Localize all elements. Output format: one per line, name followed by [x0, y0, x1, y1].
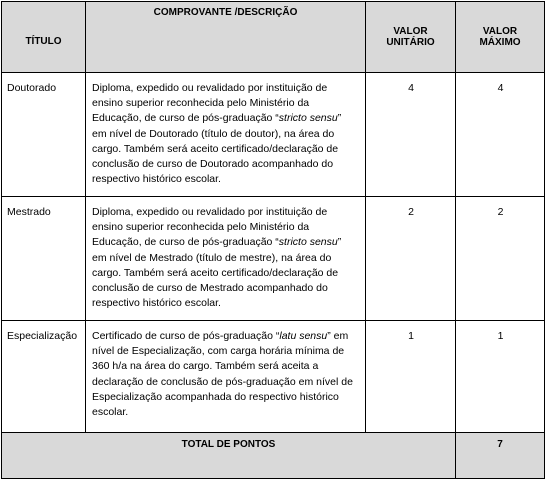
desc-text-emphasis: stricto sensu [278, 236, 338, 249]
desc-text-a: Certificado de curso de pós-graduação “ [92, 330, 280, 342]
row-valor-maximo: 2 [456, 197, 545, 321]
row-descricao [86, 73, 366, 197]
row-descricao [86, 197, 366, 321]
row-valor-unitario: 1 [366, 321, 456, 433]
desc-text-b: ” em nível de Mestrado (título de mestre), na área do cargo. Também será aceito certificado/declaração de conclusão de curso de Mestrado acompanhado do respectivo histórico escolar. [92, 236, 342, 310]
desc-text-a: Diploma, expedido ou revalidado por instituição de ensino superior reconhecida pelo Ministério da Educação, de curso de pós-graduação “ [92, 206, 328, 249]
row-titulo: Especialização [2, 321, 86, 433]
table-row [2, 73, 545, 197]
table-row [2, 321, 545, 433]
row-valor-unitario: 2 [366, 197, 456, 321]
row-valor-maximo: 1 [456, 321, 545, 433]
row-titulo: Doutorado [2, 73, 86, 197]
row-valor-unitario: 4 [366, 73, 456, 197]
total-value: 7 [456, 433, 545, 479]
row-valor-maximo: 4 [456, 73, 545, 197]
table-header-row [2, 2, 545, 73]
header-titulo: TÍTULO [2, 2, 86, 73]
desc-text-b: ” em nível de Doutorado (título de doutor), na área do cargo. Também será aceito certificado/declaração de conclusão de curso de Doutorado acompanhado do respectivo histórico escolar. [92, 112, 342, 186]
header-valor-maximo-line1: VALOR [482, 26, 518, 37]
header-valor-maximo-line2: MÁXIMO [479, 37, 521, 48]
header-valor-unitario-line2: UNITÁRIO [386, 37, 435, 48]
total-row [2, 433, 545, 479]
header-descricao: COMPROVANTE /DESCRIÇÃO [86, 2, 366, 73]
desc-text-a: Diploma, expedido ou revalidado por instituição de ensino superior reconhecida pelo Ministério da Educação, de curso de pós-graduação “ [92, 82, 328, 125]
desc-text-b: ” em nível de Especialização, com carga horária mínima de 360 h/a na área do cargo. Também será aceita a declaração de conclusão de pós-graduação em nível de Especialização acompanhada do respectivo histórico escolar. [92, 330, 353, 419]
row-titulo: Mestrado [2, 197, 86, 321]
table-row [2, 197, 545, 321]
header-valor-unitario-line1: VALOR [393, 26, 428, 37]
total-label: TOTAL DE PONTOS [2, 433, 456, 479]
desc-text-emphasis: latu sensu [279, 330, 328, 342]
header-valor-maximo [456, 2, 545, 73]
header-valor-unitario [366, 2, 456, 73]
desc-text-emphasis: stricto sensu [278, 112, 338, 125]
row-descricao [86, 321, 366, 433]
points-table [1, 1, 545, 479]
